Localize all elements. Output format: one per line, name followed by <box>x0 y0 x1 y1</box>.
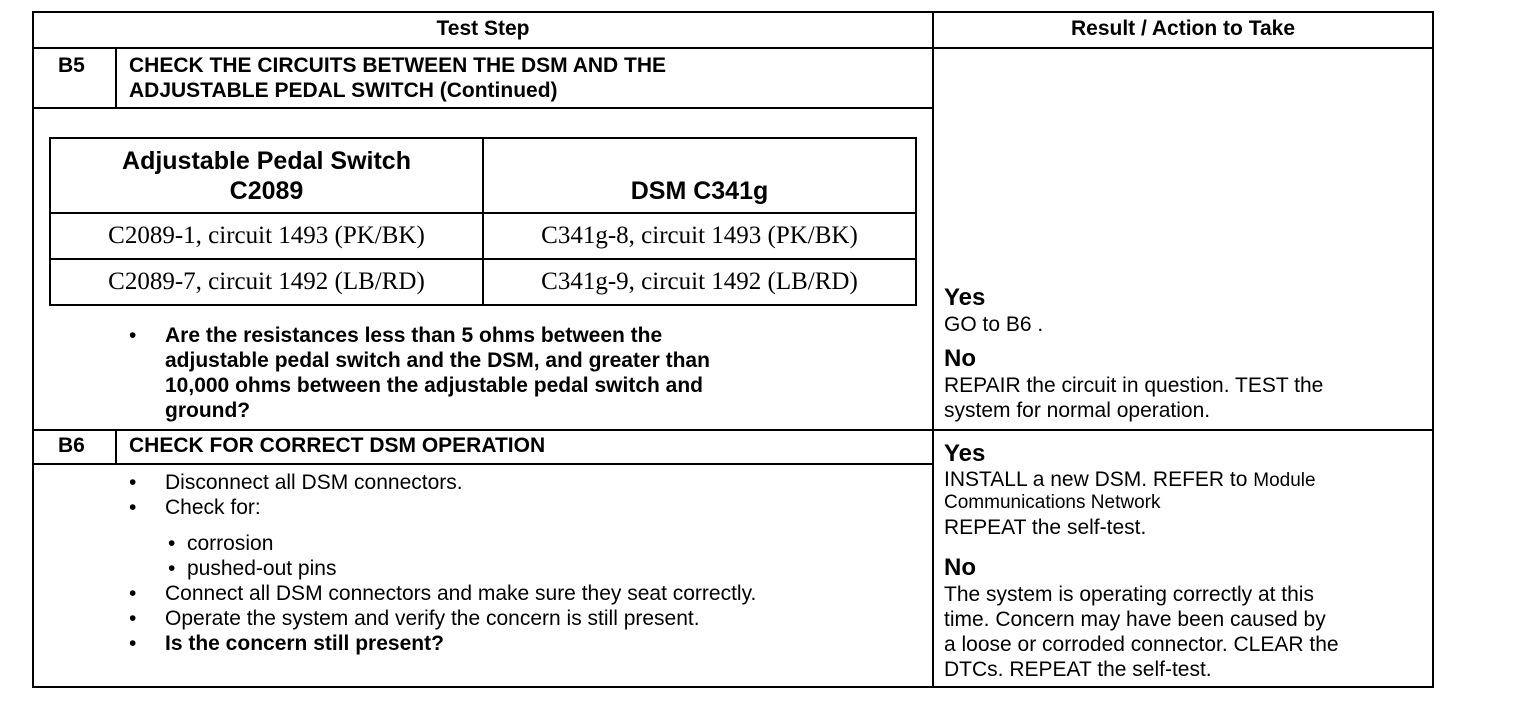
table-cell-dsm: C341g-9, circuit 1492 (LB/RD) <box>483 259 916 305</box>
b6-yes-line-1-a: INSTALL a new DSM. REFER to <box>944 468 1248 491</box>
b5-id-divider <box>115 47 117 109</box>
b5-bottom-line <box>32 429 1434 431</box>
b5-question-line-1: Are the resistances less than 5 ohms between the <box>165 324 663 347</box>
frame-top-line <box>32 11 1434 13</box>
b5-yes-text: GO to B6 . <box>944 313 1044 336</box>
frame-left-line <box>32 11 34 688</box>
b6-step-id: B6 <box>58 434 85 457</box>
b5-step-id: B5 <box>58 54 85 77</box>
table-header-switch-line-1: Adjustable Pedal Switch <box>122 147 411 175</box>
b6-no-line-3: a loose or corroded connector. CLEAR the <box>944 633 1339 656</box>
b5-question-line-4: ground? <box>165 399 251 422</box>
b5-no-label: No <box>944 345 976 372</box>
table-header-switch <box>50 138 483 213</box>
b6-yes-line-3: REPEAT the self-test. <box>944 516 1147 539</box>
b6-no-line-4: DTCs. REPEAT the self-test. <box>944 658 1212 681</box>
b6-no-line-2: time. Concern may have been caused by <box>944 608 1326 631</box>
module-link[interactable]: Module <box>1253 470 1316 491</box>
table-cell-switch: C2089-1, circuit 1493 (PK/BK) <box>50 213 483 259</box>
b6-yes-label: Yes <box>944 440 986 467</box>
b5-yes-label: Yes <box>944 284 986 311</box>
b6-sub-bullet-2: pushed-out pins <box>187 557 337 580</box>
b5-no-line-1: REPAIR the circuit in question. TEST the <box>944 374 1324 397</box>
b6-id-divider <box>115 429 117 465</box>
frame-bottom-line <box>32 686 1434 688</box>
bullet-icon: • <box>129 582 137 605</box>
b6-title: CHECK FOR CORRECT DSM OPERATION <box>129 434 546 457</box>
table-header-dsm: DSM C341g <box>483 138 916 213</box>
b6-question: Is the concern still present? <box>165 632 444 655</box>
b6-bullet-4: Operate the system and verify the concern is still present. <box>165 607 700 630</box>
table-row <box>50 259 916 305</box>
b5-title-line-2: ADJUSTABLE PEDAL SWITCH (Continued) <box>129 79 558 102</box>
table-header-switch-line-2: C2089 <box>229 177 304 205</box>
table-row <box>50 213 916 259</box>
bullet-icon: • <box>129 471 137 494</box>
b6-bullet-1: Disconnect all DSM connectors. <box>165 471 463 494</box>
header-test-step: Test Step <box>436 17 530 40</box>
bullet-icon: • <box>129 607 137 630</box>
b5-question-line-3: 10,000 ohms between the adjustable pedal switch and <box>165 374 703 397</box>
column-divider-line <box>932 11 934 688</box>
b6-bullet-3: Connect all DSM connectors and make sure they seat correctly. <box>165 582 757 605</box>
bullet-icon: • <box>168 532 176 555</box>
header-result-action: Result / Action to Take <box>1070 17 1296 40</box>
table-cell-switch: C2089-7, circuit 1492 (LB/RD) <box>50 259 483 305</box>
b6-bullet-2: Check for: <box>165 496 261 519</box>
b5-question-line-2: adjustable pedal switch and the DSM, and greater than <box>165 349 710 372</box>
table-cell-dsm: C341g-8, circuit 1493 (PK/BK) <box>483 213 916 259</box>
b5-no-line-2: system for normal operation. <box>944 399 1211 422</box>
circuit-table <box>49 137 917 306</box>
b6-no-label: No <box>944 554 976 581</box>
bullet-icon: • <box>129 496 137 519</box>
b6-no-line-1: The system is operating correctly at this <box>944 583 1314 606</box>
communications-network-link[interactable]: Communications Network <box>944 492 1161 513</box>
b5-title-line-1: CHECK THE CIRCUITS BETWEEN THE DSM AND THE <box>129 54 667 77</box>
header-bottom-line <box>32 47 1434 49</box>
bullet-icon: • <box>129 324 137 347</box>
bullet-icon: • <box>168 557 176 580</box>
bullet-icon: • <box>129 632 137 655</box>
b5-title-bottom-line <box>32 107 934 109</box>
b6-sub-bullet-1: corrosion <box>187 532 274 555</box>
frame-right-line <box>1432 11 1434 688</box>
b6-title-bottom-line <box>32 463 934 465</box>
